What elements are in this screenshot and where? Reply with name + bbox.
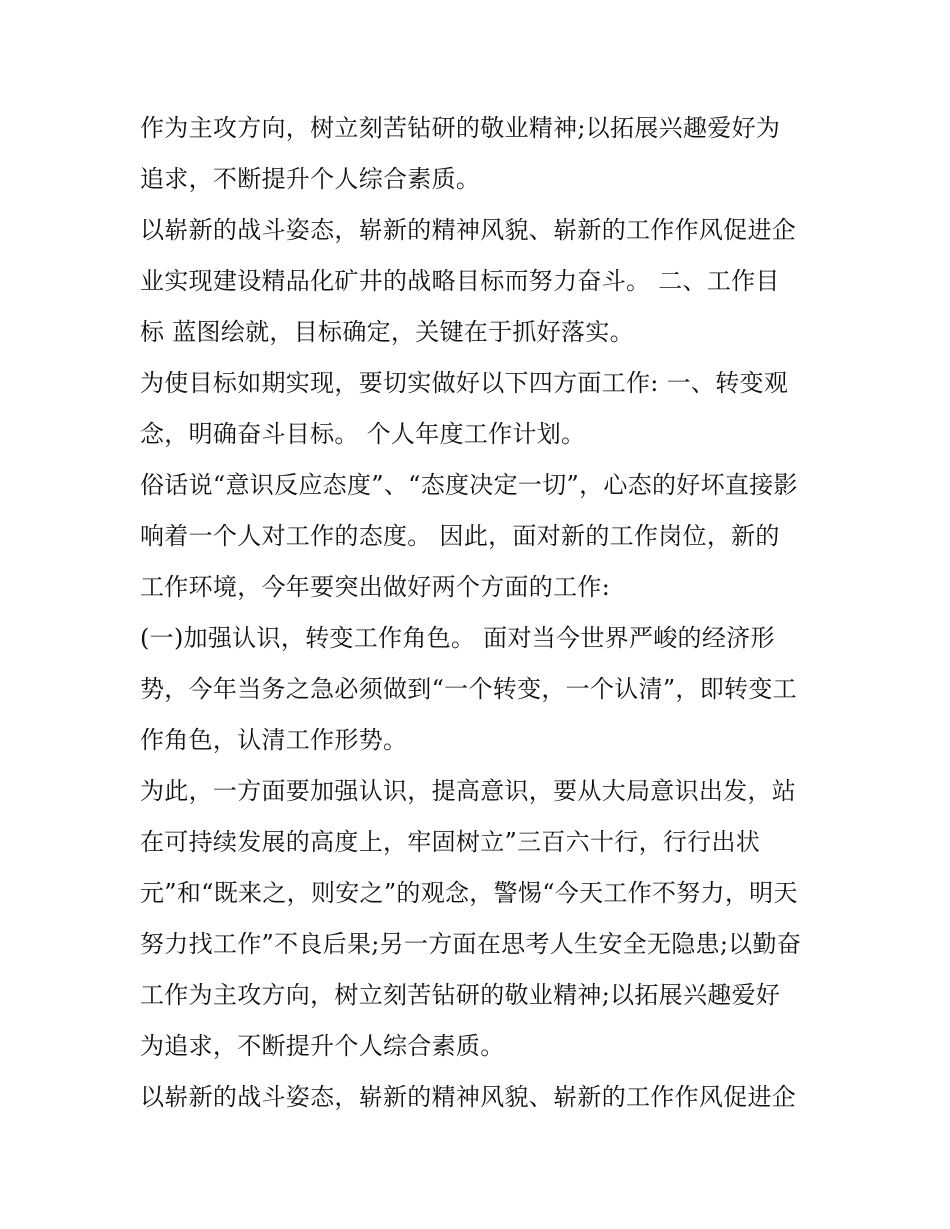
text-line: 俗话说“意识反应态度”、“态度决定一切”，心态的好坏直接影: [140, 471, 798, 499]
text-line: 念，明确奋斗目标。 个人年度工作计划。: [140, 420, 586, 448]
text-line: 为追求，不断提升个人综合素质。: [140, 1032, 505, 1060]
text-line: 以崭新的战斗姿态，崭新的精神风貌、崭新的工作作风促进企: [140, 216, 797, 244]
text-line: 业实现建设精品化矿井的战略目标而努力奋斗。 二、工作目: [140, 267, 780, 295]
text-line: 响着一个人对工作的态度。 因此，面对新的工作岗位，新的: [140, 522, 780, 550]
text-line: 工作环境，今年要突出做好两个方面的工作:: [140, 573, 611, 601]
text-line: 势，今年当务之急必须做到“一个转变，一个认清”，即转变工: [140, 675, 797, 703]
text-line: 标 蓝图绘就，目标确定，关键在于抓好落实。: [140, 318, 634, 346]
text-line: 作角色，认清工作形势。: [140, 726, 408, 754]
text-line: 为此，一方面要加强认识，提高意识，要从大局意识出发，站: [140, 777, 797, 805]
text-line: (一)加强认识，转变工作角色。 面对当今世界严峻的经济形: [140, 624, 775, 652]
text-line: 以崭新的战斗姿态，崭新的精神风貌、崭新的工作作风促进企: [140, 1083, 797, 1111]
text-line: 工作为主攻方向，树立刻苦钻研的敬业精神;以拓展兴趣爱好: [140, 981, 781, 1009]
text-line: 作为主攻方向，树立刻苦钻研的敬业精神;以拓展兴趣爱好为: [140, 114, 781, 142]
document-body: [140, 103, 820, 1123]
text-line: 在可持续发展的高度上，牢固树立”三百六十行，行行出状: [140, 828, 761, 856]
text-line: 为使目标如期实现，要切实做好以下四方面工作: 一、转变观: [140, 369, 789, 397]
text-line: 元”和“既来之，则安之”的观念，警惕“今天工作不努力，明天: [140, 879, 798, 907]
text-line: 追求，不断提升个人综合素质。: [140, 165, 481, 193]
text-line: 努力找工作”不良后果;另一方面在思考人生安全无隐患;以勤奋: [140, 930, 802, 958]
